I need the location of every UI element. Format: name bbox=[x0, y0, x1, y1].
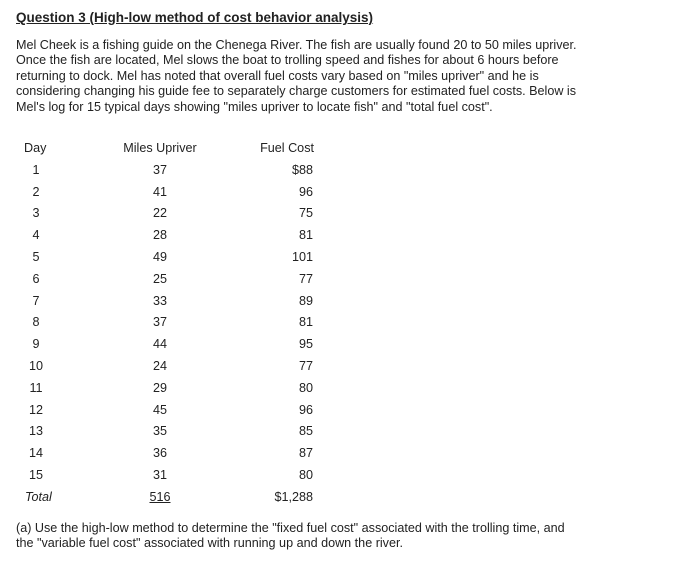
table-row bbox=[16, 334, 336, 356]
miles-cell: 29 bbox=[152, 380, 167, 395]
day-cell: 11 bbox=[29, 380, 43, 395]
miles-cell: 37 bbox=[152, 162, 167, 177]
table-row bbox=[16, 356, 336, 378]
table-row bbox=[16, 291, 336, 313]
fuel-cell: 89 bbox=[298, 293, 313, 308]
fuel-cell: 96 bbox=[298, 402, 313, 417]
intro-line: Mel Cheek is a fishing guide on the Chenega River. The fish are usually found 20 to 50 miles upriver. bbox=[16, 38, 577, 52]
day-cell: 7 bbox=[32, 293, 40, 308]
day-cell: 14 bbox=[28, 446, 43, 461]
day-cell: 9 bbox=[32, 337, 40, 352]
fuel-cell: 75 bbox=[298, 206, 313, 221]
table-row bbox=[16, 421, 336, 443]
miles-cell: 45 bbox=[152, 402, 167, 417]
document-page bbox=[16, 8, 686, 551]
question-part-a bbox=[16, 521, 676, 552]
day-cell: 15 bbox=[28, 467, 43, 482]
miles-cell: 31 bbox=[152, 467, 167, 482]
miles-cell: 25 bbox=[152, 271, 167, 286]
total-miles-cell bbox=[104, 487, 216, 509]
day-cell: 12 bbox=[28, 402, 43, 417]
fuel-cell: 85 bbox=[298, 424, 313, 439]
fuel-cell: 96 bbox=[298, 184, 313, 199]
table-header-row bbox=[16, 138, 336, 160]
header-miles: Miles Upriver bbox=[123, 141, 197, 155]
fuel-cell: 95 bbox=[298, 337, 313, 352]
miles-cell: 33 bbox=[152, 293, 167, 308]
miles-cell: 36 bbox=[152, 446, 167, 461]
miles-cell: 41 bbox=[152, 184, 167, 199]
table-row bbox=[16, 182, 336, 204]
miles-cell: 44 bbox=[152, 337, 167, 352]
day-cell: 8 bbox=[32, 315, 40, 330]
intro-line: Once the fish are located, Mel slows the boat to trolling speed and fishes for about 6 hours before bbox=[16, 53, 559, 68]
miles-cell: 49 bbox=[152, 249, 167, 264]
day-cell: 6 bbox=[32, 271, 40, 286]
miles-cell: 22 bbox=[152, 206, 167, 221]
intro-line: returning to dock. Mel has noted that overall fuel costs vary based on "miles upriver" and he is bbox=[16, 68, 539, 83]
fuel-cell: 80 bbox=[298, 380, 313, 395]
day-cell: 3 bbox=[32, 206, 40, 221]
fuel-cell: 77 bbox=[298, 271, 313, 286]
intro-paragraph bbox=[16, 38, 666, 115]
total-label: Total bbox=[25, 489, 52, 504]
fuel-cell: 80 bbox=[298, 467, 313, 482]
header-day: Day bbox=[24, 141, 47, 155]
table-row bbox=[16, 465, 336, 487]
day-cell: 13 bbox=[28, 424, 43, 439]
day-cell: 2 bbox=[32, 184, 40, 199]
table-row bbox=[16, 160, 336, 182]
day-cell: 1 bbox=[32, 162, 40, 177]
day-cell: 5 bbox=[32, 249, 40, 264]
intro-line: Mel's log for 15 typical days showing "miles upriver to locate fish" and "total fuel cost". bbox=[16, 99, 493, 114]
fuel-cell: 81 bbox=[298, 228, 313, 243]
miles-cell: 37 bbox=[152, 315, 167, 330]
table-row bbox=[16, 225, 336, 247]
question-a-line: the "variable fuel cost" associated with running up and down the river. bbox=[16, 536, 403, 551]
table-row bbox=[16, 203, 336, 225]
fuel-cell: 87 bbox=[298, 446, 313, 461]
miles-cell: 35 bbox=[152, 424, 167, 439]
fuel-cell: 101 bbox=[291, 249, 313, 264]
question-heading: Question 3 (High-low method of cost behavior analysis) bbox=[16, 10, 374, 25]
fuel-cell: $88 bbox=[291, 162, 313, 177]
day-cell: 10 bbox=[28, 358, 43, 373]
question-a-line: (a) Use the high-low method to determine the "fixed fuel cost" associated with the trolling time, and bbox=[16, 521, 565, 535]
table-row bbox=[16, 378, 336, 400]
fuel-cell: 81 bbox=[298, 315, 313, 330]
total-fuel-cell: $1,288 bbox=[274, 489, 313, 504]
table-row bbox=[16, 269, 336, 291]
intro-line: considering changing his guide fee to separately charge customers for estimated fuel costs. Below is bbox=[16, 84, 577, 99]
table-row bbox=[16, 312, 336, 334]
fuel-cell: 77 bbox=[298, 358, 313, 373]
table-row bbox=[16, 400, 336, 422]
table-total-row bbox=[16, 487, 336, 509]
day-cell: 4 bbox=[32, 228, 40, 243]
miles-cell: 28 bbox=[152, 228, 167, 243]
total-miles-value: 516 bbox=[149, 489, 171, 504]
fuel-log-table bbox=[16, 138, 336, 509]
table-row bbox=[16, 247, 336, 269]
header-fuel: Fuel Cost bbox=[260, 141, 314, 155]
table-row bbox=[16, 443, 336, 465]
miles-cell: 24 bbox=[152, 358, 167, 373]
